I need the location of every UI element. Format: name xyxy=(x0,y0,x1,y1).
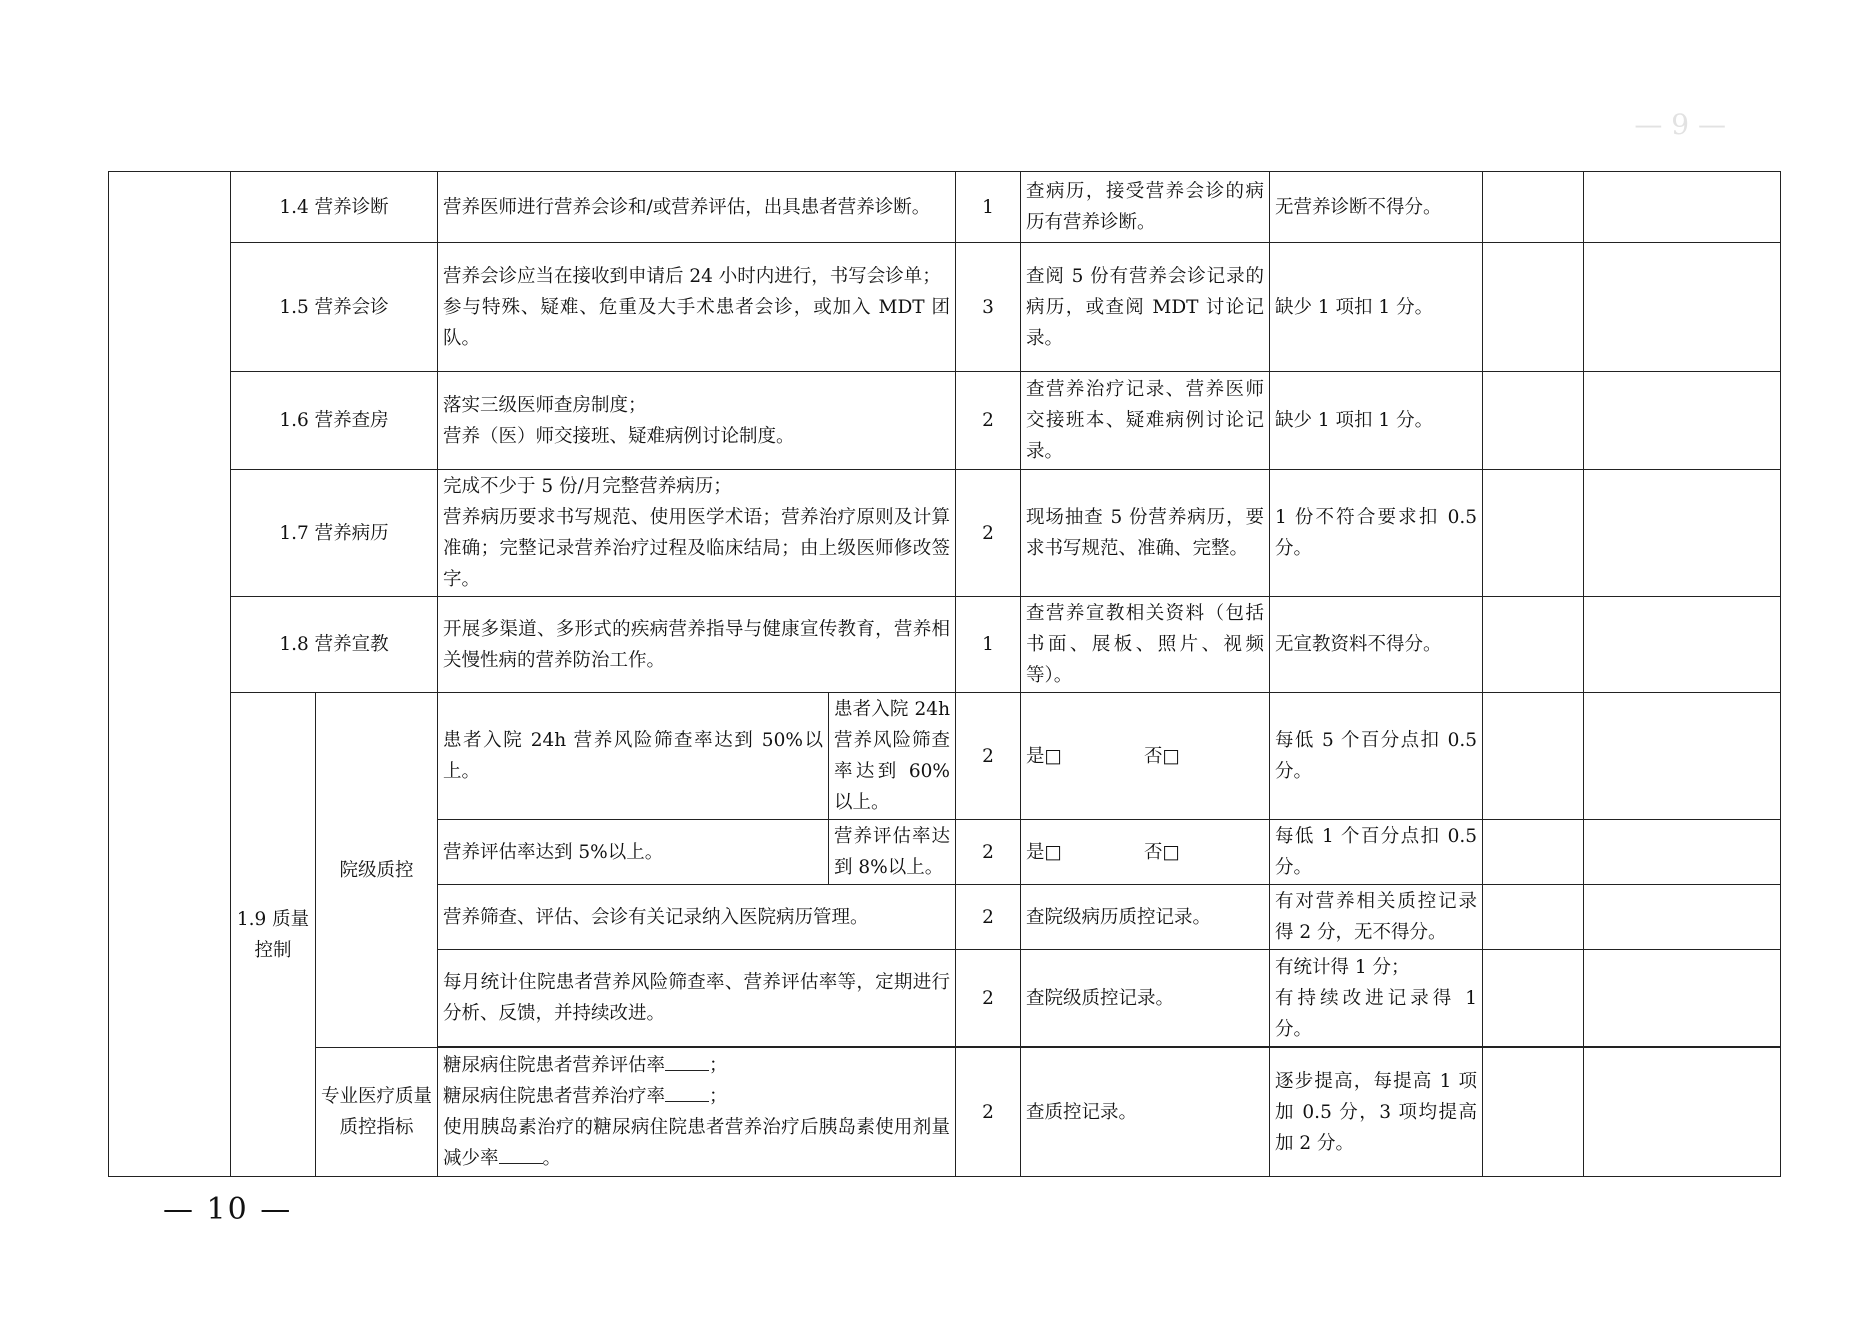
content-cell: 完成不少于 5 份/月完整营养病历； 营养病历要求书写规范、使用医学术语；营养治疗原则及计算准确；完整记录营养治疗过程及临床结局；由上级医师修改签字。 xyxy=(438,470,956,597)
item-cell: 1.9 质量控制 xyxy=(231,693,316,1177)
bleed-through-mark: — 9 — xyxy=(1634,108,1726,141)
table-row xyxy=(109,243,1781,372)
content-cell: 每月统计住院患者营养风险筛查率、营养评估率等，定期进行分析、反馈，并持续改进。 xyxy=(438,950,956,1047)
fill-blank[interactable] xyxy=(665,1083,709,1102)
score-cell: 2 xyxy=(956,820,1021,885)
content-cell: 糖尿病住院患者营养评估率 ； 糖尿病住院患者营养治疗率 ； 使用胰岛素治疗的糖尿病住院患者营养治疗后胰岛素使用剂量减少率 。 xyxy=(438,1048,956,1177)
item-cell: 1.7 营养病历 xyxy=(231,470,438,597)
table-row xyxy=(109,597,1781,693)
empty-cell xyxy=(1584,1048,1781,1177)
empty-cell xyxy=(1584,693,1781,820)
item-cell: 1.6 营养查房 xyxy=(231,372,438,470)
rule-cell: 缺少 1 项扣 1 分。 xyxy=(1270,243,1483,372)
rule-cell: 有统计得 1 分； 有持续改进记录得 1 分。 xyxy=(1270,950,1483,1047)
empty-cell xyxy=(1483,597,1584,693)
score-cell: 2 xyxy=(956,950,1021,1047)
method-cell: 现场抽查 5 份营养病历，要求书写规范、准确、完整。 xyxy=(1021,470,1270,597)
content-cell: 营养会诊应当在接收到申请后 24 小时内进行，书写会诊单； 参与特殊、疑难、危重及大手术患者会诊，或加入 MDT 团队。 xyxy=(438,243,956,372)
score-cell: 2 xyxy=(956,693,1021,820)
content-cell: 开展多渠道、多形式的疾病营养指导与健康宣传教育，营养相关慢性病的营养防治工作。 xyxy=(438,597,956,693)
empty-cell xyxy=(1483,820,1584,885)
empty-cell xyxy=(1483,693,1584,820)
table-row xyxy=(109,372,1781,470)
hospital-qc-label: 院级质控 xyxy=(316,693,438,1048)
score-cell: 2 xyxy=(956,885,1021,950)
content-cell: 落实三级医师查房制度； 营养（医）师交接班、疑难病例讨论制度。 xyxy=(438,372,956,470)
rule-cell: 无宣教资料不得分。 xyxy=(1270,597,1483,693)
specialty-qc-label: 专业医疗质量质控指标 xyxy=(316,1048,438,1177)
score-cell: 2 xyxy=(956,470,1021,597)
empty-cell xyxy=(1483,243,1584,372)
score-cell: 1 xyxy=(956,597,1021,693)
method-cell xyxy=(1021,820,1270,885)
content-cell: 营养评估率达到 5%以上。 xyxy=(438,820,829,885)
target-cell: 患者入院 24h 营养风险筛查率达到 60%以上。 xyxy=(829,693,956,820)
yes-checkbox-label: 是□ xyxy=(1026,841,1062,863)
table-row xyxy=(109,1048,1781,1177)
rule-cell: 无营养诊断不得分。 xyxy=(1270,172,1483,243)
table-row xyxy=(109,470,1781,597)
empty-cell xyxy=(1483,1048,1584,1177)
method-cell: 查营养宣教相关资料（包括书面、展板、照片、视频等）。 xyxy=(1021,597,1270,693)
fill-blank[interactable] xyxy=(499,1145,543,1164)
empty-cell xyxy=(1584,470,1781,597)
item-cell: 1.8 营养宣教 xyxy=(231,597,438,693)
method-cell: 查质控记录。 xyxy=(1021,1048,1270,1177)
empty-cell xyxy=(1483,372,1584,470)
yes-checkbox-label: 是□ xyxy=(1026,745,1062,767)
rule-cell: 有对营养相关质控记录得 2 分，无不得分。 xyxy=(1270,885,1483,950)
rule-cell: 逐步提高，每提高 1 项加 0.5 分，3 项均提高加 2 分。 xyxy=(1270,1048,1483,1177)
content-cell: 营养医师进行营养会诊和/或营养评估，出具患者营养诊断。 xyxy=(438,172,956,243)
empty-cell xyxy=(1584,597,1781,693)
empty-cell xyxy=(1483,172,1584,243)
item-cell: 1.5 营养会诊 xyxy=(231,243,438,372)
empty-cell xyxy=(1584,950,1781,1047)
category-cell xyxy=(109,172,231,1177)
rule-cell: 每低 1 个百分点扣 0.5 分。 xyxy=(1270,820,1483,885)
no-checkbox-label: 否□ xyxy=(1143,841,1180,863)
method-cell: 查营养治疗记录、营养医师交接班本、疑难病例讨论记录。 xyxy=(1021,372,1270,470)
page-number: — 10 — xyxy=(163,1192,293,1227)
empty-cell xyxy=(1584,172,1781,243)
method-cell: 查阅 5 份有营养会诊记录的病历，或查阅 MDT 讨论记录。 xyxy=(1021,243,1270,372)
target-cell: 营养评估率达到 8%以上。 xyxy=(829,820,956,885)
score-cell: 1 xyxy=(956,172,1021,243)
rule-cell: 1 份不符合要求扣 0.5 分。 xyxy=(1270,470,1483,597)
score-cell: 2 xyxy=(956,1048,1021,1177)
evaluation-table xyxy=(108,171,1781,1177)
fill-blank[interactable] xyxy=(665,1052,709,1071)
rule-cell: 每低 5 个百分点扣 0.5 分。 xyxy=(1270,693,1483,820)
method-cell: 查院级质控记录。 xyxy=(1021,950,1270,1047)
score-cell: 2 xyxy=(956,372,1021,470)
empty-cell xyxy=(1483,950,1584,1047)
method-cell xyxy=(1021,693,1270,820)
empty-cell xyxy=(1584,820,1781,885)
no-checkbox-label: 否□ xyxy=(1143,745,1180,767)
empty-cell xyxy=(1584,885,1781,950)
item-cell: 1.4 营养诊断 xyxy=(231,172,438,243)
score-cell: 3 xyxy=(956,243,1021,372)
content-cell: 患者入院 24h 营养风险筛查率达到 50%以上。 xyxy=(438,693,829,820)
table-row xyxy=(109,172,1781,243)
method-cell: 查病历，接受营养会诊的病历有营养诊断。 xyxy=(1021,172,1270,243)
empty-cell xyxy=(1483,470,1584,597)
empty-cell xyxy=(1483,885,1584,950)
method-cell: 查院级病历质控记录。 xyxy=(1021,885,1270,950)
empty-cell xyxy=(1584,372,1781,470)
content-cell: 营养筛查、评估、会诊有关记录纳入医院病历管理。 xyxy=(438,885,956,950)
rule-cell: 缺少 1 项扣 1 分。 xyxy=(1270,372,1483,470)
empty-cell xyxy=(1584,243,1781,372)
table-row xyxy=(109,693,1781,820)
